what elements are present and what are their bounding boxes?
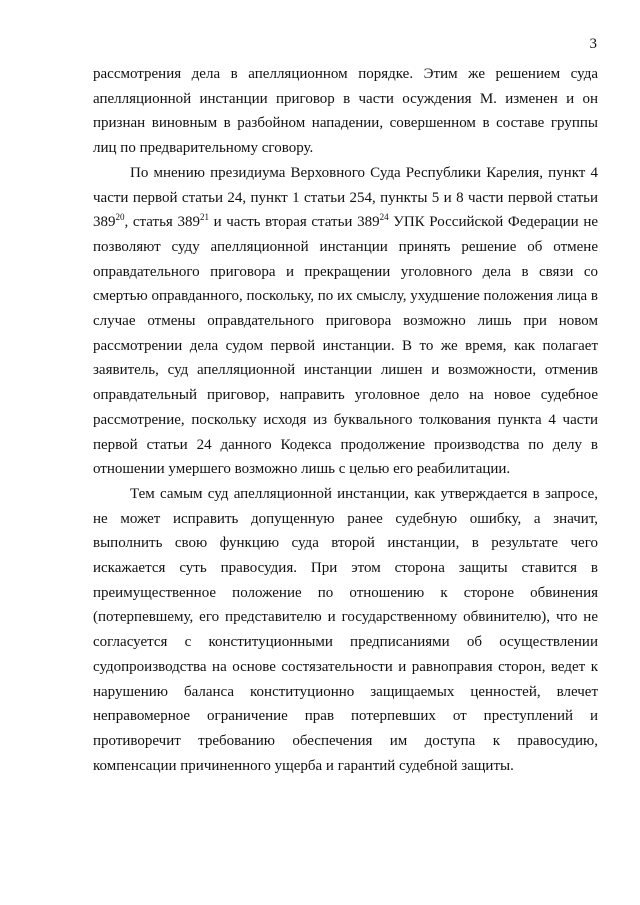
paragraph-3: Тем самым суд апелляционной инстанции, как утверждается в запросе, не может исправить допущенную ранее судебную ошибку, а значит, выполнить свою функцию суда второй инстанции, в результате чего искажается суть правосудия. При этом сторона защиты ставится в преимущественное положение по отношению к стороне обвинения (потерпевшему, его представителю и государственному обвинителю), что не согласуется с конституционными предписаниями об осуществлении судопроизводства на основе состязательности и равноправия сторон, ведет к нарушению баланса конституционно защищаемых ценностей, влечет неправомерное ограничение прав потерпевших от преступлений и противоречит требованию обеспечения им доступа к правосудию, компенсации причиненного ущерба и гарантий судебной защиты. (93, 485, 598, 774)
paragraph-2-text: По мнению президиума Верховного Суда Республики Карелия, пункт 4 части первой статьи 24, пункт 1 статьи 254, пункты 5 и 8 части первой статьи 389 (93, 164, 598, 231)
page-number: 3 (589, 36, 597, 52)
paragraph-1: рассмотрения дела в апелляционном порядке. Этим же решением суда апелляционной инстанции приговор в части осуждения М. изменен и он признан виновным в разбойном нападении, совершенном в составе группы лиц по предварительному сговору. (93, 66, 598, 157)
article-superscript: 20 (115, 212, 125, 223)
paragraph-2-text: УПК Российской Федерации не позволяют суду апелляционной инстанции принять решение об отмене оправдательного приговора и прекращении уголовного дела в связи со смертью оправданного, поскольку, по их смыслу, ухудшение положения лица в случае отмены оправдательного приговора возможно лишь при новом рассмотрении дела судом первой инстанции. В то же время, как полагает заявитель, суд апелляционной инстанции лишен и возможности, отменив оправдательный приговор, направить уголовное дело на новое судебное рассмотрение, поскольку исходя из буквального толкования пункта 4 части первой статьи 24 данного Кодекса продолжение производства по делу в отношении умершего возможно лишь с целью его реабилитации. (93, 214, 598, 478)
document-body (93, 62, 598, 778)
paragraph-2 (93, 161, 598, 482)
article-superscript: 21 (199, 212, 209, 223)
article-superscript: 24 (379, 212, 389, 223)
paragraph-2-text: и часть вторая статьи 389 (208, 214, 380, 231)
paragraph-2-text: , статья 389 (124, 214, 200, 231)
